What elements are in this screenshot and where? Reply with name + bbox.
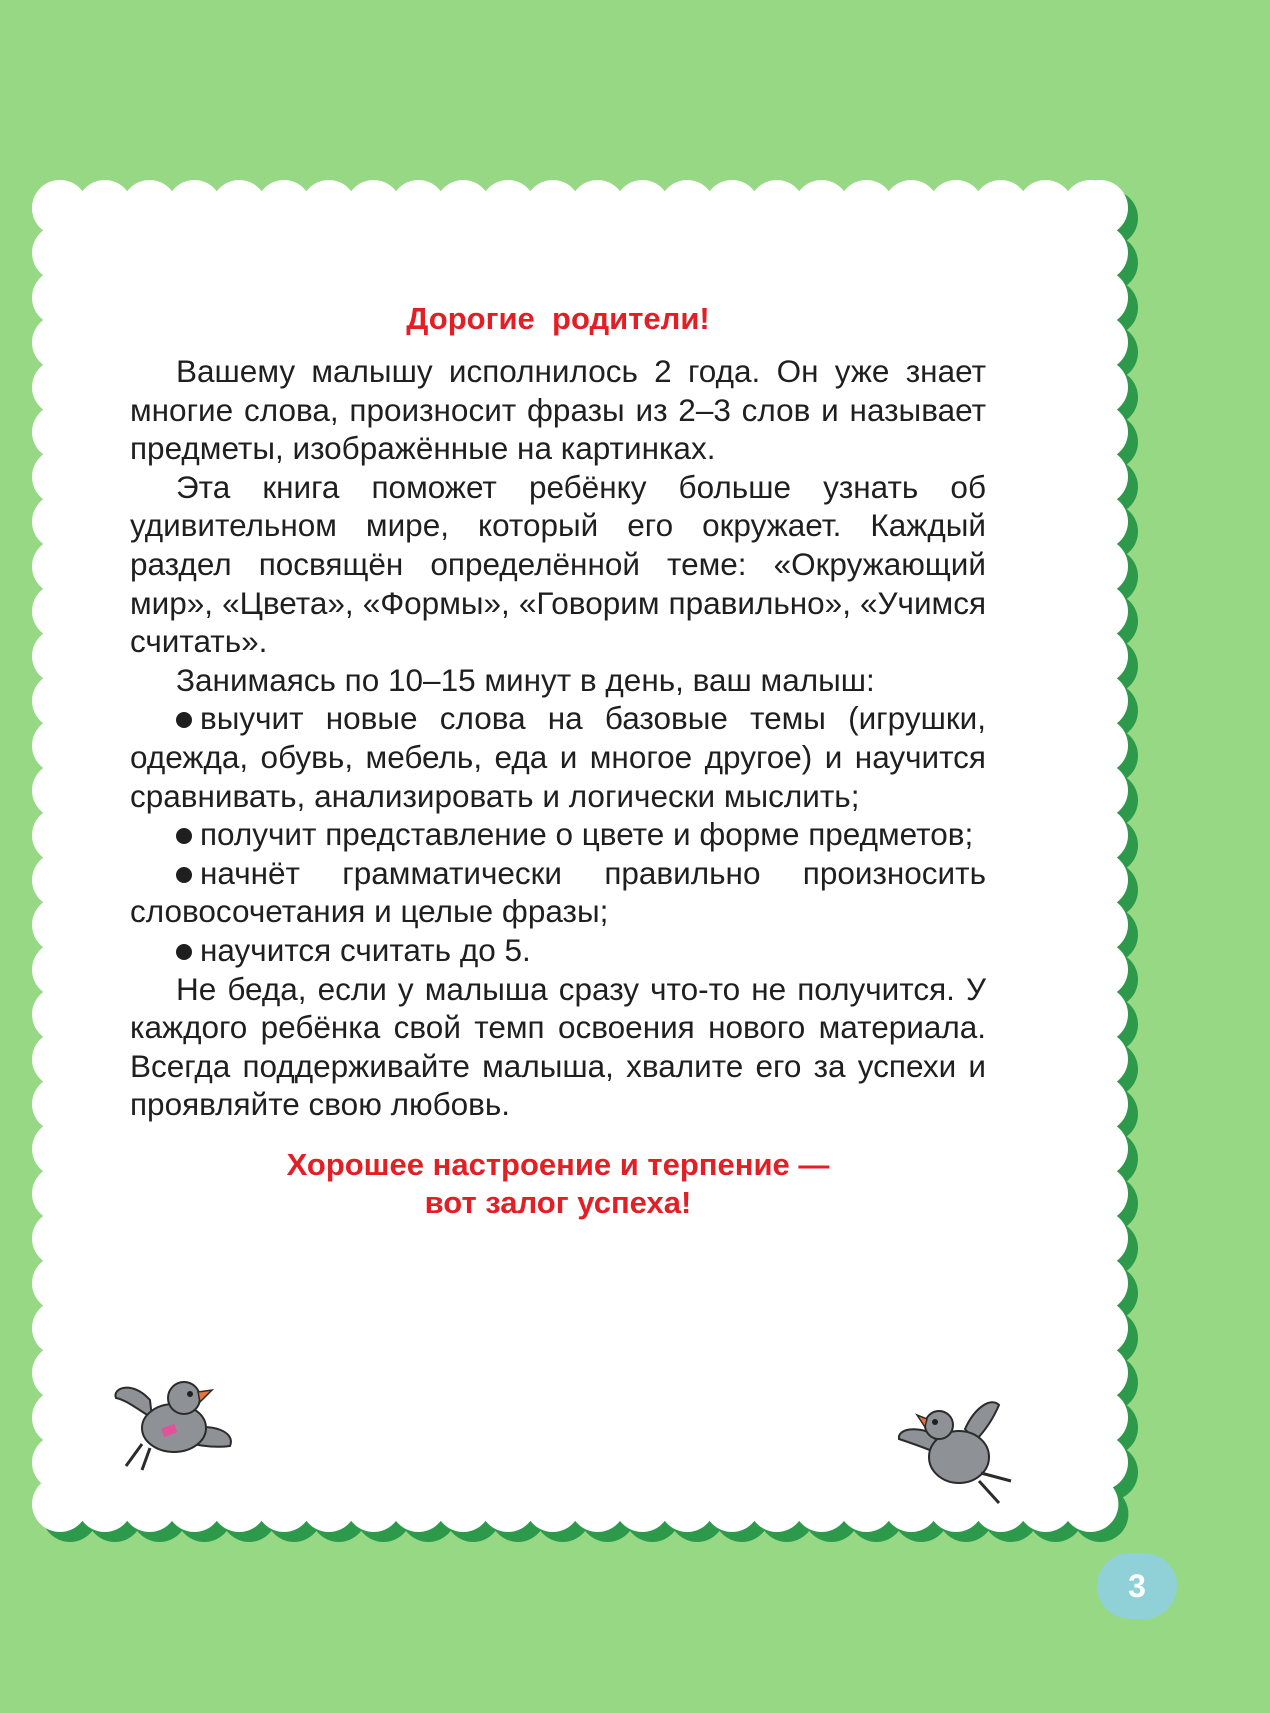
bullet-item-3 (130, 854, 986, 931)
bird-left-illustration (112, 1370, 242, 1480)
outro-paragraph: Не беда, если у малыша сразу что-то не получится. У каждого ребёнка свой темп освоения нового материала. Всегда поддерживайте малыша, хвалите его за успехи и проявляйте свою любовь. (130, 970, 986, 1123)
letter-heading: Дорогие родители! (406, 301, 710, 336)
bullet-text: выучит новые слова на базовые темы (игрушки, одежда, обувь, мебель, еда и многое другое) и научится сравнивать, анализировать и логически мыслить; (130, 700, 986, 814)
bullet-icon (176, 867, 192, 883)
bullet-icon (176, 944, 192, 960)
intro-paragraph-1: Вашему малышу исполнилось 2 года. Он уже знает многие слова, произносит фразы из 2–3 слов и называет предметы, изображённые на картинках. (130, 353, 986, 467)
bullet-item-4 (130, 931, 986, 970)
closing-slogan (130, 1146, 986, 1222)
closing-line-2: вот залог успеха! (424, 1184, 692, 1220)
page-number-badge: 3 (1097, 1553, 1177, 1619)
bullet-item-2 (130, 815, 986, 854)
bird-right-illustration (895, 1395, 1025, 1515)
bullet-item-1 (130, 699, 986, 815)
bullet-text: начнёт грамматически правильно произносить словосочетания и целые фразы; (130, 854, 986, 930)
bullet-text: научится считать до 5. (200, 931, 531, 968)
bullet-text: получит представление о цвете и форме предметов; (200, 816, 974, 853)
intro-paragraph-2: Эта книга поможет ребёнку больше узнать об удивительном мире, который его окружает. Каждый раздел посвящён определённой теме: «Окружающий мир», «Цвета», «Формы», «Говорим правильно», «Учимся считать». (130, 468, 986, 660)
bullet-icon (176, 712, 192, 728)
closing-line-1: Хорошее настроение и терпение — (286, 1146, 830, 1182)
intro-paragraph-3: Занимаясь по 10–15 минут в день, ваш малыш: (176, 661, 875, 698)
bullet-icon (176, 828, 192, 844)
letter-body (130, 300, 986, 1222)
